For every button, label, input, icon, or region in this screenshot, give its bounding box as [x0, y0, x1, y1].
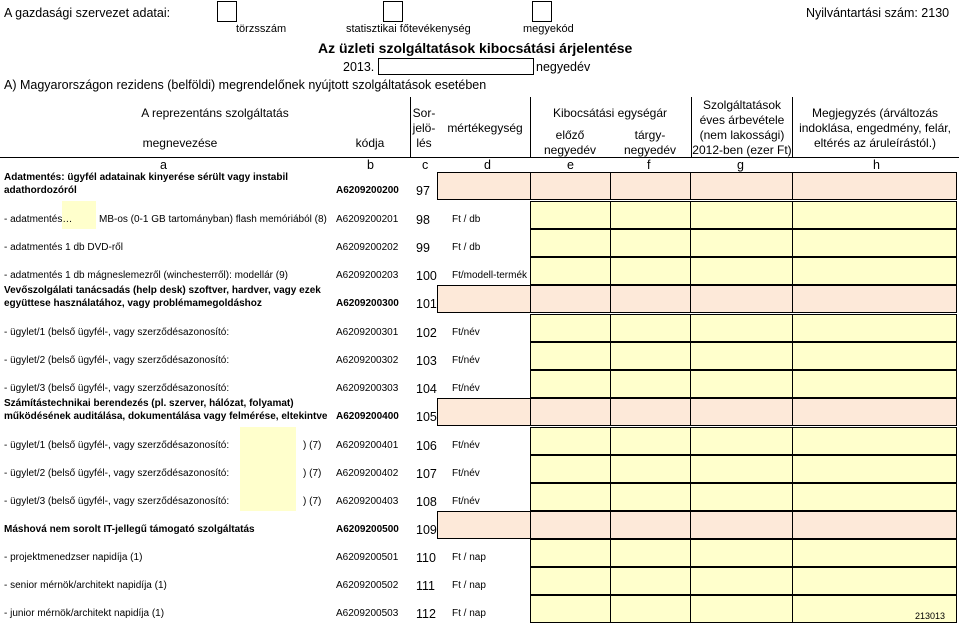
col-curr-1: tárgy- — [634, 128, 666, 142]
row-number: 98 — [416, 213, 430, 227]
row-name-suffix: ) (7) — [303, 440, 322, 451]
row-number: 110 — [416, 551, 436, 565]
row-unit: Ft/név — [452, 468, 480, 479]
row-number: 112 — [416, 607, 436, 621]
prev-price-input[interactable] — [530, 370, 611, 398]
revenue-input[interactable] — [690, 398, 793, 426]
col-letter-e: e — [567, 158, 574, 172]
curr-price-input[interactable] — [610, 567, 691, 595]
row-number: 99 — [416, 241, 430, 255]
page-title: Az üzleti szolgáltatások kibocsátási árjelentése — [318, 40, 633, 56]
form-code: 213013 — [915, 611, 946, 621]
row-name: - adatmentés… — [4, 214, 73, 225]
prev-price-input[interactable] — [530, 172, 611, 200]
curr-price-input[interactable] — [610, 370, 691, 398]
row-unit: Ft/név — [452, 383, 480, 394]
row-code: A6209200502 — [336, 580, 399, 591]
col-rowmark-2: jelö- — [412, 121, 436, 135]
row-unit: Ft/név — [452, 496, 480, 507]
year-label: 2013. — [343, 60, 375, 74]
row-code: A6209200202 — [336, 242, 399, 253]
row-name-line1: Adatmentés: ügyfél adatainak kinyerése sérült vagy instabil — [4, 172, 288, 183]
note-input[interactable] — [792, 342, 957, 370]
torzsszam-label: törzsszám — [236, 23, 287, 35]
note-input[interactable] — [792, 455, 957, 483]
col-prev-1: előző — [555, 128, 585, 142]
prev-price-input[interactable] — [530, 229, 611, 257]
col-letter-d: d — [484, 158, 491, 172]
row-number: 111 — [416, 579, 436, 593]
curr-price-input[interactable] — [610, 257, 691, 285]
org-data-label: A gazdasági szervezet adatai: — [4, 6, 171, 20]
prev-price-input[interactable] — [530, 595, 611, 623]
row-name: - adatmentés 1 db mágneslemezről (winchesterről): modellár (9) — [4, 270, 289, 281]
row-name: Máshová nem sorolt IT-jellegű támogató szolgáltatás — [4, 524, 255, 535]
note-input[interactable] — [792, 427, 957, 455]
revenue-input[interactable] — [690, 511, 793, 539]
prev-price-input[interactable] — [530, 455, 611, 483]
revenue-input[interactable] — [690, 427, 793, 455]
prev-price-input[interactable] — [530, 567, 611, 595]
note-input[interactable] — [792, 567, 957, 595]
note-input[interactable] — [792, 511, 957, 539]
col-note-3: eltérés az áruleírástól.) — [813, 136, 937, 150]
row-name: - projektmenedzser napidíja (1) — [4, 552, 143, 563]
col-rev-2: éves árbevétele — [699, 113, 785, 127]
row-blank-cell — [437, 398, 530, 426]
curr-price-input[interactable] — [610, 595, 691, 623]
row-name-suffix: ) (7) — [303, 468, 322, 479]
note-input[interactable] — [792, 483, 957, 511]
row-name-line2: együttese használatához, vagy problémamegoldáshoz — [4, 298, 262, 309]
row-code: A6209200400 — [336, 411, 399, 422]
row-number: 109 — [416, 523, 437, 537]
col-rowmark-1: Sor- — [412, 106, 436, 120]
header-bottom-rule — [0, 157, 959, 158]
torzsszam-input[interactable] — [217, 1, 237, 22]
row-name-line2: működésének auditálása, dokumentálása vagy felmérése, eltekintve — [4, 411, 328, 422]
row-code: A6209200401 — [336, 440, 399, 451]
row-code: A6209200501 — [336, 552, 399, 563]
col-note-1: Megjegyzés (árváltozás — [811, 106, 939, 120]
row-unit: Ft / nap — [452, 580, 486, 591]
row-blank-cell — [437, 511, 530, 539]
revenue-input[interactable] — [690, 285, 793, 313]
row-code: A6209200303 — [336, 383, 399, 394]
row-code: A6209200201 — [336, 214, 399, 225]
row-number: 105 — [416, 410, 437, 424]
row-code: A6209200300 — [336, 298, 399, 309]
revenue-input[interactable] — [690, 567, 793, 595]
curr-price-input[interactable] — [610, 285, 691, 313]
revenue-input[interactable] — [690, 201, 793, 229]
row-unit: Ft/név — [452, 440, 480, 451]
note-input[interactable] — [792, 539, 957, 567]
row-number: 103 — [416, 354, 437, 368]
row-code: A6209200302 — [336, 355, 399, 366]
row-name-line1: Számítástechnikai berendezés (pl. szerver, hálózat, folyamat) — [4, 398, 294, 409]
row-name: - adatmentés 1 db DVD-ről — [4, 242, 123, 253]
prev-price-input[interactable] — [530, 427, 611, 455]
note-input[interactable] — [792, 398, 957, 426]
note-input[interactable] — [792, 285, 957, 313]
row-name-detail: MB-os (0-1 GB tartományban) flash memóriából (8) — [99, 214, 327, 225]
registration-number: Nyilvántartási szám: 2130 — [806, 6, 950, 20]
col-rowmark-3: lés — [416, 136, 432, 150]
col-prev-2: negyedév — [543, 143, 597, 157]
header-divider — [792, 97, 793, 157]
revenue-input[interactable] — [690, 229, 793, 257]
revenue-input[interactable] — [690, 370, 793, 398]
row-name: - ügylet/3 (belső ügyfél-, vagy szerződésazonosító: — [4, 496, 230, 507]
row-unit: Ft / db — [452, 214, 481, 225]
prev-price-input[interactable] — [530, 342, 611, 370]
curr-price-input[interactable] — [610, 314, 691, 342]
col-curr-2: negyedév — [623, 143, 677, 157]
col-name: megnevezése — [142, 136, 218, 150]
row-unit: Ft / db — [452, 242, 481, 253]
row-name: - junior mérnök/architekt napidíja (1) — [4, 608, 165, 619]
note-input[interactable] — [792, 314, 957, 342]
curr-price-input[interactable] — [610, 172, 691, 200]
col-rev-1: Szolgáltatások — [702, 98, 782, 112]
row-code: A6209200503 — [336, 608, 399, 619]
note-input[interactable] — [792, 229, 957, 257]
row-unit: Ft / nap — [452, 608, 486, 619]
row-unit: Ft/modell-termék — [452, 270, 528, 281]
revenue-input[interactable] — [690, 257, 793, 285]
curr-price-input[interactable] — [610, 201, 691, 229]
row-unit: Ft / nap — [452, 552, 486, 563]
row-number: 97 — [416, 184, 430, 198]
prev-price-input[interactable] — [530, 511, 611, 539]
row-number: 100 — [416, 269, 437, 283]
row-blank-cell — [437, 285, 530, 313]
curr-price-input[interactable] — [610, 539, 691, 567]
note-input[interactable] — [792, 172, 957, 200]
col-letter-f: f — [647, 158, 651, 172]
row-name: - ügylet/3 (belső ügyfél-, vagy szerződésazonosító: — [4, 383, 230, 394]
row-number: 102 — [416, 326, 437, 340]
revenue-input[interactable] — [690, 342, 793, 370]
col-code: kódja — [355, 136, 385, 150]
stat-activity-label: statisztikai főtevékenység — [346, 23, 471, 35]
col-letter-b: b — [367, 158, 374, 172]
note-input[interactable] — [792, 257, 957, 285]
row-number: 101 — [416, 297, 437, 311]
row-name: - ügylet/2 (belső ügyfél-, vagy szerződésazonosító: — [4, 468, 230, 479]
row-code: A6209200500 — [336, 524, 399, 535]
col-letter-a: a — [160, 158, 167, 172]
row-blank-cell — [437, 172, 530, 200]
row-name: - ügylet/1 (belső ügyfél-, vagy szerződésazonosító: — [4, 327, 230, 338]
revenue-input[interactable] — [690, 595, 793, 623]
quarter-label: negyedév — [536, 60, 591, 74]
row-code: A6209200203 — [336, 270, 399, 281]
county-code-label: megyekód — [523, 23, 574, 35]
contract-id-input[interactable] — [240, 483, 296, 511]
header-divider — [691, 97, 692, 157]
curr-price-input[interactable] — [610, 229, 691, 257]
stat-activity-input[interactable] — [383, 1, 403, 22]
col-unit: mértékegység — [447, 121, 523, 135]
row-number: 107 — [416, 467, 437, 481]
col-letter-h: h — [873, 158, 880, 172]
row-code: A6209200403 — [336, 496, 399, 507]
row-unit: Ft/név — [452, 355, 480, 366]
header-divider — [410, 97, 411, 157]
prev-price-input[interactable] — [530, 539, 611, 567]
curr-price-input[interactable] — [610, 427, 691, 455]
col-service-group: A reprezentáns szolgáltatás — [141, 106, 289, 120]
row-name: - ügylet/1 (belső ügyfél-, vagy szerződésazonosító: — [4, 440, 230, 451]
col-note-2: indoklása, engedmény, felár, — [799, 121, 951, 135]
curr-price-input[interactable] — [610, 398, 691, 426]
note-input[interactable] — [792, 370, 957, 398]
row-unit: Ft/név — [452, 327, 480, 338]
row-name-line1: Vevőszolgálati tanácsadás (help desk) szoftver, hardver, vagy ezek — [4, 285, 321, 296]
row-name-line2: adathordozóról — [4, 185, 77, 196]
prev-price-input[interactable] — [530, 398, 611, 426]
row-name-suffix: ) (7) — [303, 496, 322, 507]
county-code-input[interactable] — [532, 1, 552, 22]
row-code: A6209200301 — [336, 327, 399, 338]
revenue-input[interactable] — [690, 483, 793, 511]
prev-price-input[interactable] — [530, 257, 611, 285]
prev-price-input[interactable] — [530, 314, 611, 342]
col-price-group: Kibocsátási egységár — [552, 106, 668, 120]
curr-price-input[interactable] — [610, 483, 691, 511]
row-code: A6209200200 — [336, 185, 399, 196]
row-number: 106 — [416, 439, 437, 453]
curr-price-input[interactable] — [610, 455, 691, 483]
revenue-input[interactable] — [690, 172, 793, 200]
row-number: 108 — [416, 495, 437, 509]
revenue-input[interactable] — [690, 314, 793, 342]
quarter-input[interactable] — [378, 58, 534, 75]
header-divider — [530, 97, 531, 157]
row-name: - ügylet/2 (belső ügyfél-, vagy szerződésazonosító: — [4, 355, 230, 366]
prev-price-input[interactable] — [530, 483, 611, 511]
contract-id-input[interactable] — [240, 427, 296, 455]
section-a-title: A) Magyarországon rezidens (belföldi) megrendelőnek nyújtott szolgáltatások esetében — [4, 78, 487, 92]
col-rev-3: (nem lakossági) — [699, 128, 785, 142]
note-input[interactable] — [792, 201, 957, 229]
row-code: A6209200402 — [336, 468, 399, 479]
prev-price-input[interactable] — [530, 285, 611, 313]
curr-price-input[interactable] — [610, 511, 691, 539]
col-letter-g: g — [737, 158, 744, 172]
revenue-input[interactable] — [690, 455, 793, 483]
prev-price-input[interactable] — [530, 201, 611, 229]
curr-price-input[interactable] — [610, 342, 691, 370]
row-name: - senior mérnök/architekt napidíja (1) — [4, 580, 167, 591]
row-number: 104 — [416, 382, 437, 396]
col-rev-4: 2012-ben (ezer Ft) — [692, 143, 792, 157]
col-letter-c: c — [422, 158, 429, 172]
revenue-input[interactable] — [690, 539, 793, 567]
contract-id-input[interactable] — [240, 455, 296, 483]
